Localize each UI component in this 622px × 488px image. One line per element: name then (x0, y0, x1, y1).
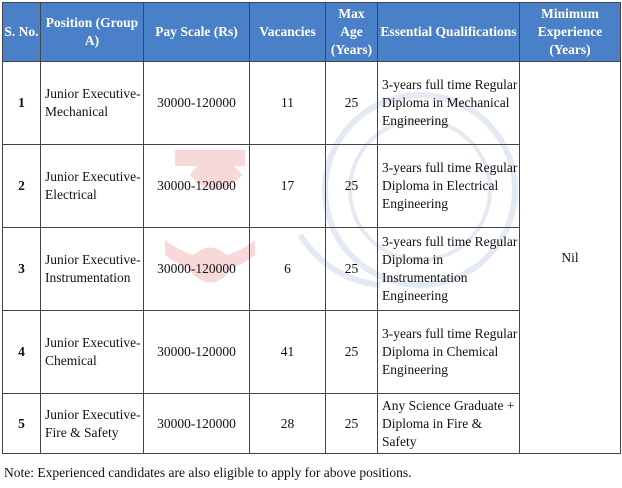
cell-max-age: 25 (326, 394, 378, 454)
cell-pay-scale: 30000-120000 (144, 228, 250, 311)
cell-sno: 5 (3, 394, 41, 454)
cell-position: Junior Executive-Chemical (41, 311, 144, 394)
table-row (3, 62, 621, 145)
cell-position: Junior Executive-Mechanical (41, 62, 144, 145)
cell-min-experience: Nil (520, 62, 621, 454)
cell-qualification: 3-years full time Regular Diploma in Instrumentation Engineering (378, 228, 520, 311)
header-min-experience: Minimum Experience (Years) (520, 3, 621, 62)
cell-max-age: 25 (326, 311, 378, 394)
cell-sno: 1 (3, 62, 41, 145)
cell-vacancies: 28 (250, 394, 326, 454)
cell-max-age: 25 (326, 62, 378, 145)
cell-max-age: 25 (326, 145, 378, 228)
cell-position: Junior Executive-Electrical (41, 145, 144, 228)
cell-qualification: 3-years full time Regular Diploma in Chemical Engineering (378, 311, 520, 394)
cell-position: Junior Executive- Fire & Safety (41, 394, 144, 454)
cell-sno: 3 (3, 228, 41, 311)
cell-vacancies: 41 (250, 311, 326, 394)
header-position: Position (Group A) (41, 3, 144, 62)
cell-sno: 2 (3, 145, 41, 228)
cell-vacancies: 6 (250, 228, 326, 311)
header-qualifications: Essential Qualifications (378, 3, 520, 62)
cell-qualification: 3-years full time Regular Diploma in Mechanical Engineering (378, 62, 520, 145)
cell-pay-scale: 30000-120000 (144, 311, 250, 394)
cell-sno: 4 (3, 311, 41, 394)
cell-vacancies: 17 (250, 145, 326, 228)
footnote: Note: Experienced candidates are also eligible to apply for above positions. (4, 465, 412, 480)
cell-position: Junior Executive-Instrumentation (41, 228, 144, 311)
header-vacancies: Vacancies (250, 3, 326, 62)
cell-vacancies: 11 (250, 62, 326, 145)
header-max-age: Max Age (Years) (326, 3, 378, 62)
cell-pay-scale: 30000-120000 (144, 145, 250, 228)
cell-pay-scale: 30000-120000 (144, 62, 250, 145)
cell-qualification: 3-years full time Regular Diploma in Electrical Engineering (378, 145, 520, 228)
cell-qualification: Any Science Graduate + Diploma in Fire & Safety (378, 394, 520, 454)
recruitment-table (2, 2, 621, 454)
cell-pay-scale: 30000-120000 (144, 394, 250, 454)
header-sno: S. No. (3, 3, 41, 62)
header-row (3, 3, 621, 62)
cell-max-age: 25 (326, 228, 378, 311)
header-pay-scale: Pay Scale (Rs) (144, 3, 250, 62)
